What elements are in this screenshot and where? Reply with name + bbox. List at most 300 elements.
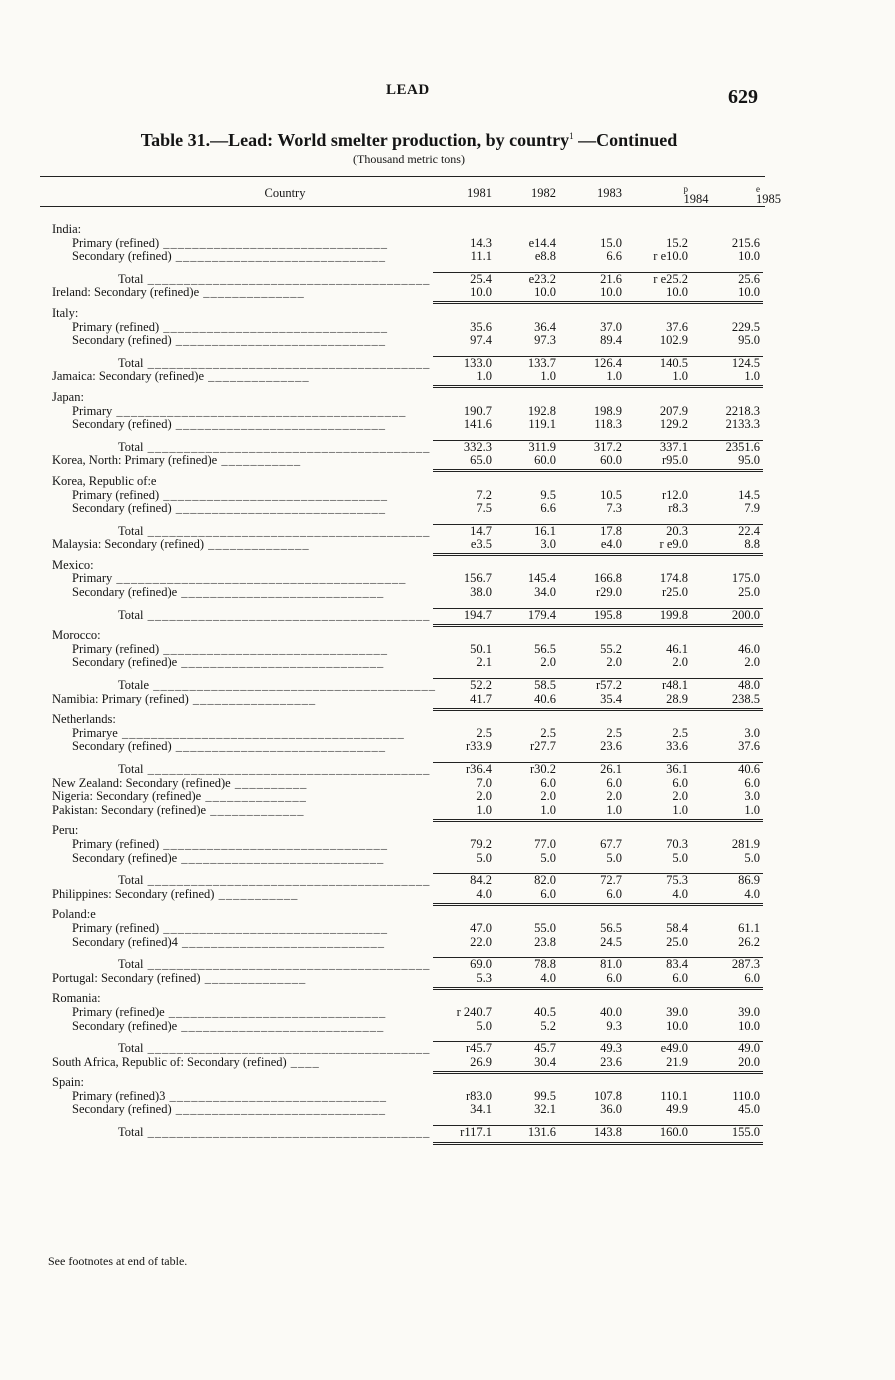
- row-label-text: Ireland: Secondary (refined)e: [52, 285, 200, 300]
- leader-dots: _______________________________________: [143, 355, 431, 370]
- cell-1985: 124.5: [731, 355, 760, 370]
- cell-1982: 311.9: [528, 439, 556, 454]
- leader-dots: _______________________________________: [143, 873, 431, 888]
- cell-1984: 46.1: [666, 641, 688, 656]
- table-row: [40, 922, 765, 936]
- cell-1982: 36.4: [534, 319, 556, 334]
- cell-1981: 38.0: [470, 585, 492, 600]
- cell-1984: 20.3: [666, 523, 688, 538]
- cell-1981: 2.0: [476, 789, 492, 804]
- cell-1985: 39.0: [738, 1004, 760, 1019]
- subtotal-rule: [433, 1125, 763, 1126]
- cell-1981: r 240.7: [456, 1004, 492, 1019]
- row-label-text: Morocco:: [52, 628, 101, 643]
- cell-1983: 67.7: [600, 836, 622, 851]
- cell-1984: 28.9: [666, 691, 688, 706]
- cell-1985: 175.0: [731, 571, 760, 586]
- row-label-text: Nigeria: Secondary (refined)e: [52, 789, 202, 804]
- cell-1981: e3.5: [470, 537, 492, 552]
- cell-1983: 166.8: [593, 571, 622, 586]
- row-label-text: Primary (refined)e: [72, 1004, 165, 1019]
- cell-1985: 155.0: [731, 1125, 760, 1140]
- cell-1981: 194.7: [463, 607, 492, 622]
- table-row: [40, 250, 765, 264]
- cell-1983: 15.0: [600, 235, 622, 250]
- cell-1984: 25.0: [666, 934, 688, 949]
- cell-1982: 97.3: [534, 333, 556, 348]
- total-row: [40, 1126, 765, 1140]
- leader-dots: _______________________________: [159, 836, 388, 851]
- table-row: [40, 852, 765, 866]
- row-label: [72, 572, 406, 586]
- cell-1981: 5.0: [476, 850, 492, 865]
- cell-1983: 56.5: [600, 920, 622, 935]
- cell-1984: 10.0: [666, 1018, 688, 1033]
- row-label: [72, 922, 388, 936]
- leader-dots: ___________: [217, 453, 302, 468]
- cell-1985: 3.0: [744, 725, 760, 740]
- cell-1985: 2133.3: [725, 417, 760, 432]
- row-label-text: Total: [118, 271, 144, 286]
- row-label-text: Primary (refined): [72, 920, 160, 935]
- cell-1985: 10.0: [738, 1018, 760, 1033]
- cell-1983: 81.0: [600, 957, 622, 972]
- row-label: [118, 1042, 430, 1056]
- row-label-text: Total: [118, 1125, 144, 1140]
- column-header-1985: [708, 183, 781, 206]
- total-row: [40, 763, 765, 777]
- cell-1982: 5.0: [540, 850, 556, 865]
- table-row: [40, 502, 765, 516]
- cell-1983: r57.2: [595, 678, 622, 693]
- cell-1981: 22.0: [470, 934, 492, 949]
- column-header-1982: 1982: [531, 186, 556, 200]
- cell-1981: r45.7: [465, 1041, 492, 1056]
- leader-dots: _____________________________: [171, 417, 386, 432]
- cell-1983: e4.0: [600, 537, 622, 552]
- leader-dots: ____________________________: [177, 655, 385, 670]
- leader-dots: ____________________________: [177, 585, 385, 600]
- total-row: [40, 441, 765, 455]
- table-row: [40, 405, 765, 419]
- table-title-suffix: —Continued: [573, 130, 678, 150]
- row-label-text: Total: [118, 957, 144, 972]
- subtotal-rule: [433, 762, 763, 763]
- country-heading-row: [40, 475, 765, 489]
- subtotal-rule: [433, 873, 763, 874]
- row-label-text: Primary (refined): [72, 319, 160, 334]
- table-row: [40, 489, 765, 503]
- country-heading-row: [40, 223, 765, 237]
- table-row: [40, 888, 765, 902]
- row-label: [72, 936, 385, 950]
- row-label: [52, 908, 96, 922]
- row-label-text: Portugal: Secondary (refined): [52, 970, 201, 985]
- row-label-text: Philippines: Secondary (refined): [52, 886, 215, 901]
- row-label: [72, 334, 386, 348]
- cell-1983: 6.0: [606, 775, 622, 790]
- row-label: [72, 852, 384, 866]
- cell-1985: 10.0: [738, 285, 760, 300]
- country-heading-row: [40, 391, 765, 405]
- cell-1981: 14.7: [470, 523, 492, 538]
- cell-1985: 2351.6: [725, 439, 760, 454]
- table-row: [40, 656, 765, 670]
- table-row: [40, 972, 765, 986]
- cell-1985: 95.0: [738, 453, 760, 468]
- row-label-text: Secondary (refined): [72, 417, 172, 432]
- row-label: [118, 958, 430, 972]
- row-label: [118, 441, 430, 455]
- production-table: [40, 176, 781, 1140]
- cell-1983: 317.2: [593, 439, 622, 454]
- cell-1982: 5.2: [540, 1018, 556, 1033]
- row-label: [72, 1020, 384, 1034]
- cell-1984: 199.8: [659, 607, 688, 622]
- row-label: [72, 321, 388, 335]
- subtotal-rule: [433, 678, 763, 679]
- leader-dots: ____________________________: [177, 934, 385, 949]
- cell-1984: 5.0: [672, 850, 688, 865]
- row-label: [72, 1006, 386, 1020]
- cell-1983: r29.0: [595, 585, 622, 600]
- cell-1983: 36.0: [600, 1102, 622, 1117]
- row-label-text: Total: [118, 523, 144, 538]
- row-label: [72, 489, 388, 503]
- leader-dots: _______________________________________: [143, 1125, 431, 1140]
- leader-dots: _______________________________: [159, 487, 388, 502]
- cell-1984: 2.0: [672, 789, 688, 804]
- cell-1982: 10.0: [534, 285, 556, 300]
- table-row: [40, 1056, 765, 1070]
- cell-1985: 10.0: [738, 249, 760, 264]
- cell-1981: 26.9: [470, 1054, 492, 1069]
- table-row: [40, 790, 765, 804]
- cell-1982: 56.5: [534, 641, 556, 656]
- cell-1984: 58.4: [666, 920, 688, 935]
- cell-1983: 195.8: [593, 607, 622, 622]
- cell-1981: r117.1: [460, 1125, 492, 1140]
- cell-1983: 40.0: [600, 1004, 622, 1019]
- subtotal-rule: [433, 356, 763, 357]
- table-row: [40, 370, 765, 384]
- cell-1981: 4.0: [476, 886, 492, 901]
- cell-1982: 34.0: [534, 585, 556, 600]
- cell-1982: 119.1: [528, 417, 556, 432]
- leader-dots: _____________________________: [171, 333, 386, 348]
- row-label-text: Peru:: [52, 823, 79, 838]
- leader-dots: _____________________________: [171, 249, 386, 264]
- cell-1981: 50.1: [470, 641, 492, 656]
- cell-1981: 84.2: [470, 873, 492, 888]
- leader-dots: _______________________________________: [143, 762, 431, 776]
- cell-1981: 25.4: [470, 271, 492, 286]
- cell-1985: 37.6: [738, 739, 760, 754]
- cell-1984: 160.0: [659, 1125, 688, 1140]
- row-label: [72, 727, 405, 741]
- row-label-text: Japan:: [52, 389, 84, 404]
- leader-dots: _____________________________: [171, 501, 386, 516]
- country-heading-row: [40, 908, 765, 922]
- cell-1984: 337.1: [659, 439, 688, 454]
- cell-1985: 7.9: [744, 501, 760, 516]
- cell-1985: 48.0: [738, 678, 760, 693]
- cell-1982: 55.0: [534, 920, 556, 935]
- cell-1985: 45.0: [738, 1102, 760, 1117]
- row-label: [52, 992, 101, 1006]
- table-row: [40, 643, 765, 657]
- row-label: [72, 838, 388, 852]
- page-header: [0, 82, 895, 108]
- cell-1985: 2.0: [744, 655, 760, 670]
- cell-1981: 34.1: [470, 1102, 492, 1117]
- leader-dots: _______________________________________: [117, 725, 405, 740]
- cell-1985: 287.3: [731, 957, 760, 972]
- cell-1981: 190.7: [463, 403, 492, 418]
- leader-dots: _______________________________: [159, 641, 388, 656]
- row-label: [118, 874, 430, 888]
- row-label-text: Primarye: [72, 725, 118, 740]
- row-label: [52, 777, 307, 791]
- leader-dots: _________________: [188, 691, 317, 706]
- cell-1982: 1.0: [540, 369, 556, 384]
- row-label: [52, 538, 310, 552]
- row-label-text: Primary: [72, 571, 113, 586]
- row-label-text: Totale: [118, 678, 150, 693]
- country-heading-row: [40, 559, 765, 573]
- cell-1983: 2.0: [606, 789, 622, 804]
- cell-1983: 198.9: [593, 403, 622, 418]
- leader-dots: _______________________________: [159, 235, 388, 250]
- row-label-text: Namibia: Primary (refined): [52, 691, 189, 706]
- cell-1981: 141.6: [463, 417, 492, 432]
- cell-1981: 2.1: [476, 655, 492, 670]
- table-body: [40, 207, 765, 1140]
- row-label-text: Total: [118, 873, 144, 888]
- cell-1984: r8.3: [668, 501, 688, 516]
- leader-dots: _______________________________________: [143, 439, 431, 454]
- cell-1982: 1.0: [540, 802, 556, 817]
- cell-1981: 97.4: [470, 333, 492, 348]
- cell-1981: 79.2: [470, 836, 492, 851]
- row-label-text: Primary (refined): [72, 641, 160, 656]
- cell-1982: 78.8: [534, 957, 556, 972]
- row-label: [52, 1056, 320, 1070]
- row-label: [52, 286, 305, 300]
- cell-1985: 4.0: [744, 886, 760, 901]
- cell-1981: 35.6: [470, 319, 492, 334]
- row-label-text: Secondary (refined): [72, 501, 172, 516]
- row-label: [118, 679, 436, 693]
- cell-1985: 110.0: [732, 1088, 760, 1103]
- group-double-rule: [433, 553, 763, 556]
- row-label-text: Secondary (refined)e: [72, 655, 178, 670]
- leader-dots: _____________________________: [171, 1102, 386, 1117]
- column-header-1985-note: e: [756, 183, 760, 194]
- cell-1985: 5.0: [744, 850, 760, 865]
- cell-1982: 77.0: [534, 836, 556, 851]
- row-label-text: Secondary (refined)e: [72, 1018, 178, 1033]
- table-row: [40, 693, 765, 707]
- cell-1981: 41.7: [470, 691, 492, 706]
- row-label-text: Secondary (refined)e: [72, 850, 178, 865]
- cell-1983: 26.1: [600, 762, 622, 776]
- leader-dots: _______________________________________: [143, 1041, 431, 1056]
- leader-dots: _____________________________: [171, 739, 386, 754]
- cell-1985: 95.0: [738, 333, 760, 348]
- cell-1981: 5.3: [476, 970, 492, 985]
- leader-dots: _____________: [206, 802, 305, 817]
- cell-1982: 58.5: [534, 678, 556, 693]
- row-label-text: Secondary (refined): [72, 333, 172, 348]
- cell-1985: 61.1: [738, 920, 760, 935]
- cell-1983: 21.6: [600, 271, 622, 286]
- row-label-text: Secondary (refined): [72, 1102, 172, 1117]
- cell-1981: 332.3: [463, 439, 492, 454]
- leader-dots: ____________________________: [177, 850, 385, 865]
- row-label-text: Romania:: [52, 991, 101, 1006]
- cell-1984: 1.0: [672, 802, 688, 817]
- cell-1981: r36.4: [465, 762, 492, 776]
- row-label: [52, 475, 156, 489]
- cell-1984: 102.9: [659, 333, 688, 348]
- cell-1981: 133.0: [463, 355, 492, 370]
- row-label: [72, 586, 384, 600]
- leader-dots: ______________: [199, 285, 305, 300]
- row-label: [118, 609, 430, 623]
- cell-1982: 179.4: [527, 607, 556, 622]
- country-heading-row: [40, 992, 765, 1006]
- cell-1981: 7.5: [476, 501, 492, 516]
- cell-1983: 55.2: [600, 641, 622, 656]
- cell-1984: 10.0: [666, 285, 688, 300]
- row-label: [118, 357, 430, 371]
- cell-1985: 22.4: [738, 523, 760, 538]
- cell-1984: 37.6: [666, 319, 688, 334]
- cell-1982: 2.5: [540, 725, 556, 740]
- cell-1984: e49.0: [660, 1041, 688, 1056]
- cell-1981: 11.1: [470, 249, 492, 264]
- cell-1983: 1.0: [606, 802, 622, 817]
- cell-1985: 238.5: [731, 691, 760, 706]
- row-label-text: Secondary (refined)e: [72, 585, 178, 600]
- total-row: [40, 609, 765, 623]
- row-label-text: Jamaica: Secondary (refined)e: [52, 369, 205, 384]
- cell-1981: 47.0: [470, 920, 492, 935]
- leader-dots: ______________________________: [165, 1088, 387, 1103]
- table-row: [40, 936, 765, 950]
- cell-1982: 60.0: [534, 453, 556, 468]
- row-label: [72, 250, 386, 264]
- cell-1982: 6.6: [540, 501, 556, 516]
- cell-1983: 10.0: [600, 285, 622, 300]
- cell-1985: 26.2: [738, 934, 760, 949]
- row-label-text: Korea, Republic of:e: [52, 473, 157, 488]
- table-row: [40, 838, 765, 852]
- column-header-country: Country: [264, 186, 306, 200]
- cell-1983: 107.8: [593, 1088, 622, 1103]
- cell-1983: 7.3: [606, 501, 622, 516]
- title-footnote-marker: 1: [569, 131, 574, 141]
- cell-1982: 2.0: [540, 655, 556, 670]
- row-label-text: Pakistan: Secondary (refined)e: [52, 802, 207, 817]
- row-label-text: Korea, North: Primary (refined)e: [52, 453, 218, 468]
- cell-1983: 37.0: [600, 319, 622, 334]
- cell-1984: 15.2: [666, 235, 688, 250]
- total-row: [40, 1042, 765, 1056]
- cell-1982: 3.0: [540, 537, 556, 552]
- cell-1984: 207.9: [659, 403, 688, 418]
- table-row: [40, 1006, 765, 1020]
- leader-dots: _______________________________: [159, 319, 388, 334]
- row-label: [118, 1126, 430, 1140]
- top-rule: [40, 176, 765, 177]
- group-double-rule: [433, 708, 763, 711]
- row-label-text: Secondary (refined): [72, 249, 172, 264]
- row-label-text: Primary (refined): [72, 487, 160, 502]
- table-row: [40, 777, 765, 791]
- row-label: [72, 502, 386, 516]
- column-header-1985-year: 1985: [756, 192, 781, 206]
- row-label-text: Total: [118, 607, 144, 622]
- cell-1984: 21.9: [666, 1054, 688, 1069]
- cell-1984: r e9.0: [659, 537, 688, 552]
- cell-1981: 1.0: [476, 802, 492, 817]
- running-title: LEAD: [386, 82, 430, 98]
- cell-1982: 40.6: [534, 691, 556, 706]
- cell-1985: 6.0: [744, 970, 760, 985]
- cell-1981: 2.5: [476, 725, 492, 740]
- cell-1984: 6.0: [672, 970, 688, 985]
- cell-1982: 4.0: [540, 970, 556, 985]
- cell-1983: 6.6: [606, 249, 622, 264]
- cell-1985: 49.0: [738, 1041, 760, 1056]
- row-label: [72, 418, 386, 432]
- table-end-rule: [433, 1142, 763, 1145]
- subtotal-rule: [433, 524, 763, 525]
- group-double-rule: [433, 987, 763, 990]
- row-label: [72, 1103, 386, 1117]
- cell-1982: 82.0: [534, 873, 556, 888]
- row-label: [52, 824, 78, 838]
- leader-dots: ________________________________________: [112, 571, 407, 586]
- page-number: 629: [728, 86, 758, 108]
- cell-1983: 143.8: [593, 1125, 622, 1140]
- row-label: [72, 405, 406, 419]
- row-label: [52, 454, 301, 468]
- row-label: [118, 525, 430, 539]
- leader-dots: _______________________________________: [143, 607, 431, 622]
- row-label: [52, 629, 101, 643]
- cell-1985: 20.0: [738, 1054, 760, 1069]
- row-label: [52, 972, 306, 986]
- subtotal-rule: [433, 272, 763, 273]
- table-row: [40, 321, 765, 335]
- cell-1983: 35.4: [600, 691, 622, 706]
- row-label-text: New Zealand: Secondary (refined)e: [52, 775, 231, 790]
- group-double-rule: [433, 1071, 763, 1074]
- row-label: [72, 656, 384, 670]
- cell-1985: 229.5: [731, 319, 760, 334]
- cell-1983: 9.3: [606, 1018, 622, 1033]
- cell-1982: 6.0: [540, 775, 556, 790]
- cell-1984: 1.0: [672, 369, 688, 384]
- row-label: [72, 1090, 387, 1104]
- cell-1981: 156.7: [463, 571, 492, 586]
- cell-1984: 4.0: [672, 886, 688, 901]
- cell-1985: 3.0: [744, 789, 760, 804]
- cell-1984: r e25.2: [653, 271, 688, 286]
